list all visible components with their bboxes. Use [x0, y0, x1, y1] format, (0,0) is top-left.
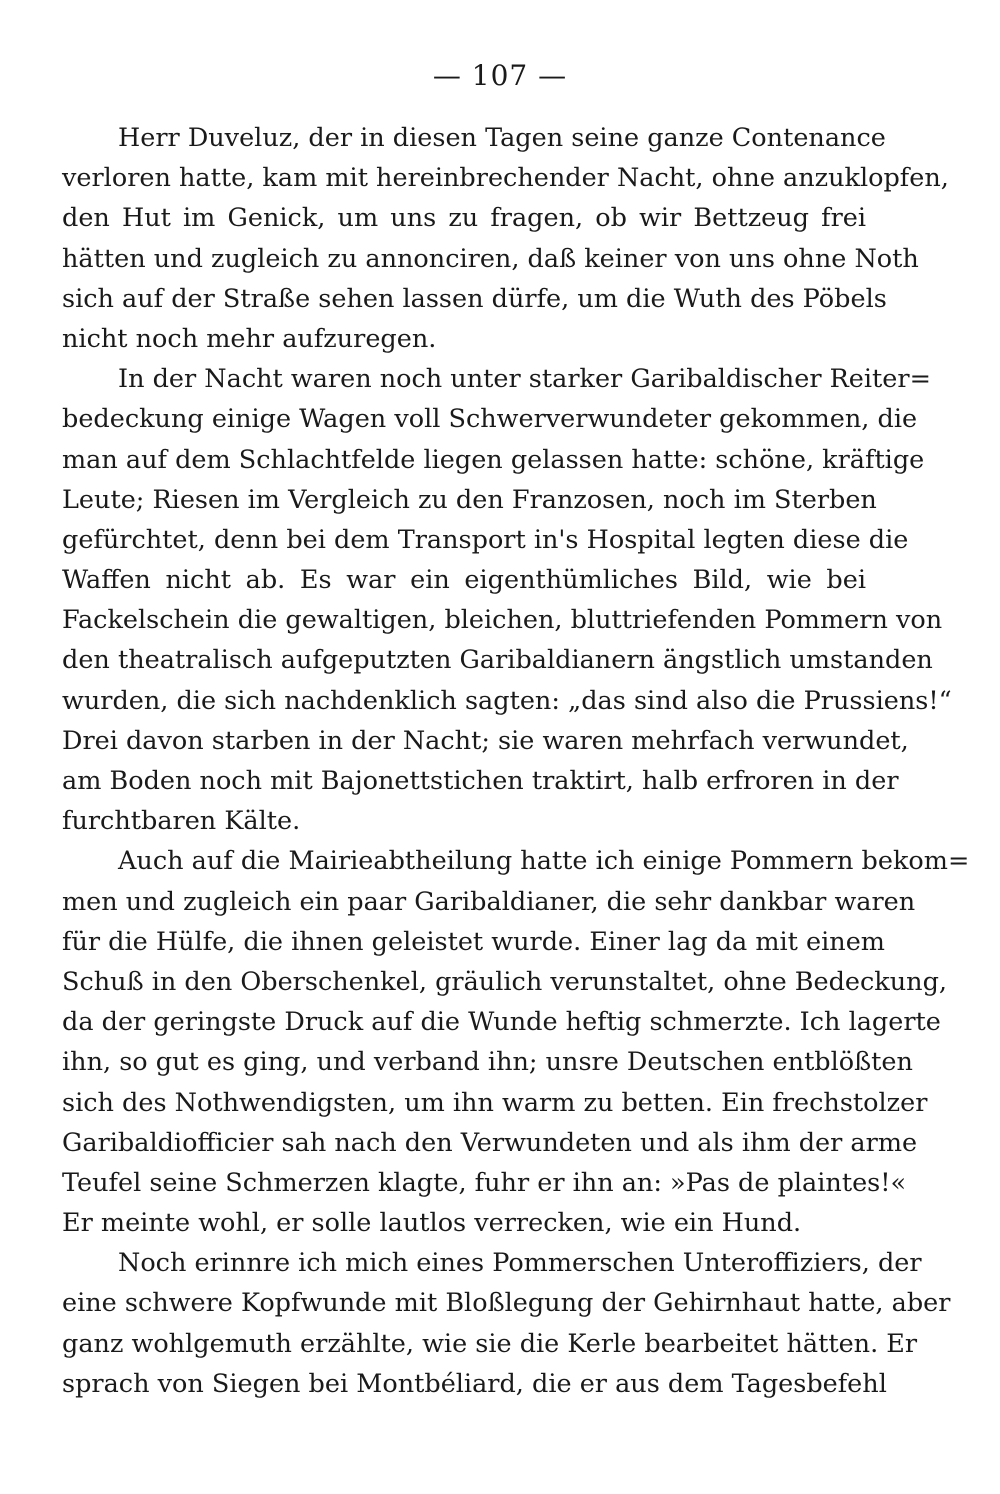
- text-line: Noch erinnre ich mich eines Pommerschen Unteroffiziers, der: [118, 1248, 922, 1279]
- text-line: Auch auf die Mairieabtheilung hatte ich einige Pommern bekom=: [118, 846, 970, 877]
- text-line: Drei davon starben in der Nacht; sie waren mehrfach verwundet,: [62, 725, 909, 756]
- text-line: Er meinte wohl, er solle lautlos verrecken, wie ein Hund.: [62, 1208, 802, 1239]
- text-line: hätten und zugleich zu annonciren, daß keiner von uns ohne Noth: [62, 243, 919, 274]
- body-text: [62, 118, 970, 1404]
- text-line: Waffen nicht ab. Es war ein eigenthümliches Bild, wie bei: [62, 565, 866, 596]
- text-line: Leute; Riesen im Vergleich zu den Franzosen, noch im Sterben: [62, 484, 877, 515]
- text-line: nicht noch mehr aufzuregen.: [62, 323, 437, 354]
- text-line: gefürchtet, denn bei dem Transport in's Hospital legten diese die: [62, 524, 909, 555]
- text-line: den theatralisch aufgeputzten Garibaldianern ängstlich umstanden: [62, 645, 933, 676]
- text-line: men und zugleich ein paar Garibaldianer, die sehr dankbar waren: [62, 886, 916, 917]
- text-line: da der geringste Druck auf die Wunde heftig schmerzte. Ich lagerte: [62, 1007, 941, 1038]
- text-line: bedeckung einige Wagen voll Schwerverwundeter gekommen, die: [62, 404, 918, 435]
- text-line: furchtbaren Kälte.: [62, 806, 301, 837]
- text-line: am Boden noch mit Bajonettstichen traktirt, halb erfroren in der: [62, 766, 899, 796]
- text-line: Garibaldiofficier sah nach den Verwundeten und als ihm der arme: [62, 1127, 918, 1158]
- text-line: ihn, so gut es ging, und verband ihn; unsre Deutschen entblößten: [62, 1047, 913, 1078]
- text-line: Herr Duveluz, der in diesen Tagen seine ganze Contenance: [118, 123, 886, 153]
- text-line: den Hut im Genick, um uns zu fragen, ob wir Bettzeug frei: [62, 203, 866, 234]
- text-line: In der Nacht waren noch unter starker Garibaldischer Reiter=: [118, 364, 931, 395]
- text-line: Teufel seine Schmerzen klagte, fuhr er ihn an: »Pas de plaintes!«: [62, 1167, 907, 1198]
- text-line: verloren hatte, kam mit hereinbrechender Nacht, ohne anzuklopfen,: [62, 163, 949, 194]
- text-line: sprach von Siegen bei Montbéliard, die er aus dem Tagesbefehl: [62, 1368, 887, 1399]
- page-number: — 107 —: [432, 59, 568, 92]
- text-line: Fackelschein die gewaltigen, bleichen, bluttriefenden Pommern von: [62, 605, 943, 636]
- text-line: ganz wohlgemuth erzählte, wie sie die Kerle bearbeitet hätten. Er: [62, 1328, 918, 1359]
- text-line: Schuß in den Oberschenkel, gräulich verunstaltet, ohne Bedeckung,: [62, 966, 948, 997]
- text-line: wurden, die sich nachdenklich sagten: „das sind also die Prussiens!“: [62, 685, 952, 716]
- text-line: sich auf der Straße sehen lassen dürfe, um die Wuth des Pöbels: [62, 283, 887, 314]
- text-line: sich des Nothwendigsten, um ihn warm zu betten. Ein frechstolzer: [62, 1087, 928, 1118]
- text-line: man auf dem Schlachtfelde liegen gelassen hatte: schöne, kräftige: [62, 444, 925, 475]
- text-line: eine schwere Kopfwunde mit Bloßlegung der Gehirnhaut hatte, aber: [62, 1288, 951, 1319]
- text-line: für die Hülfe, die ihnen geleistet wurde. Einer lag da mit einem: [62, 926, 885, 957]
